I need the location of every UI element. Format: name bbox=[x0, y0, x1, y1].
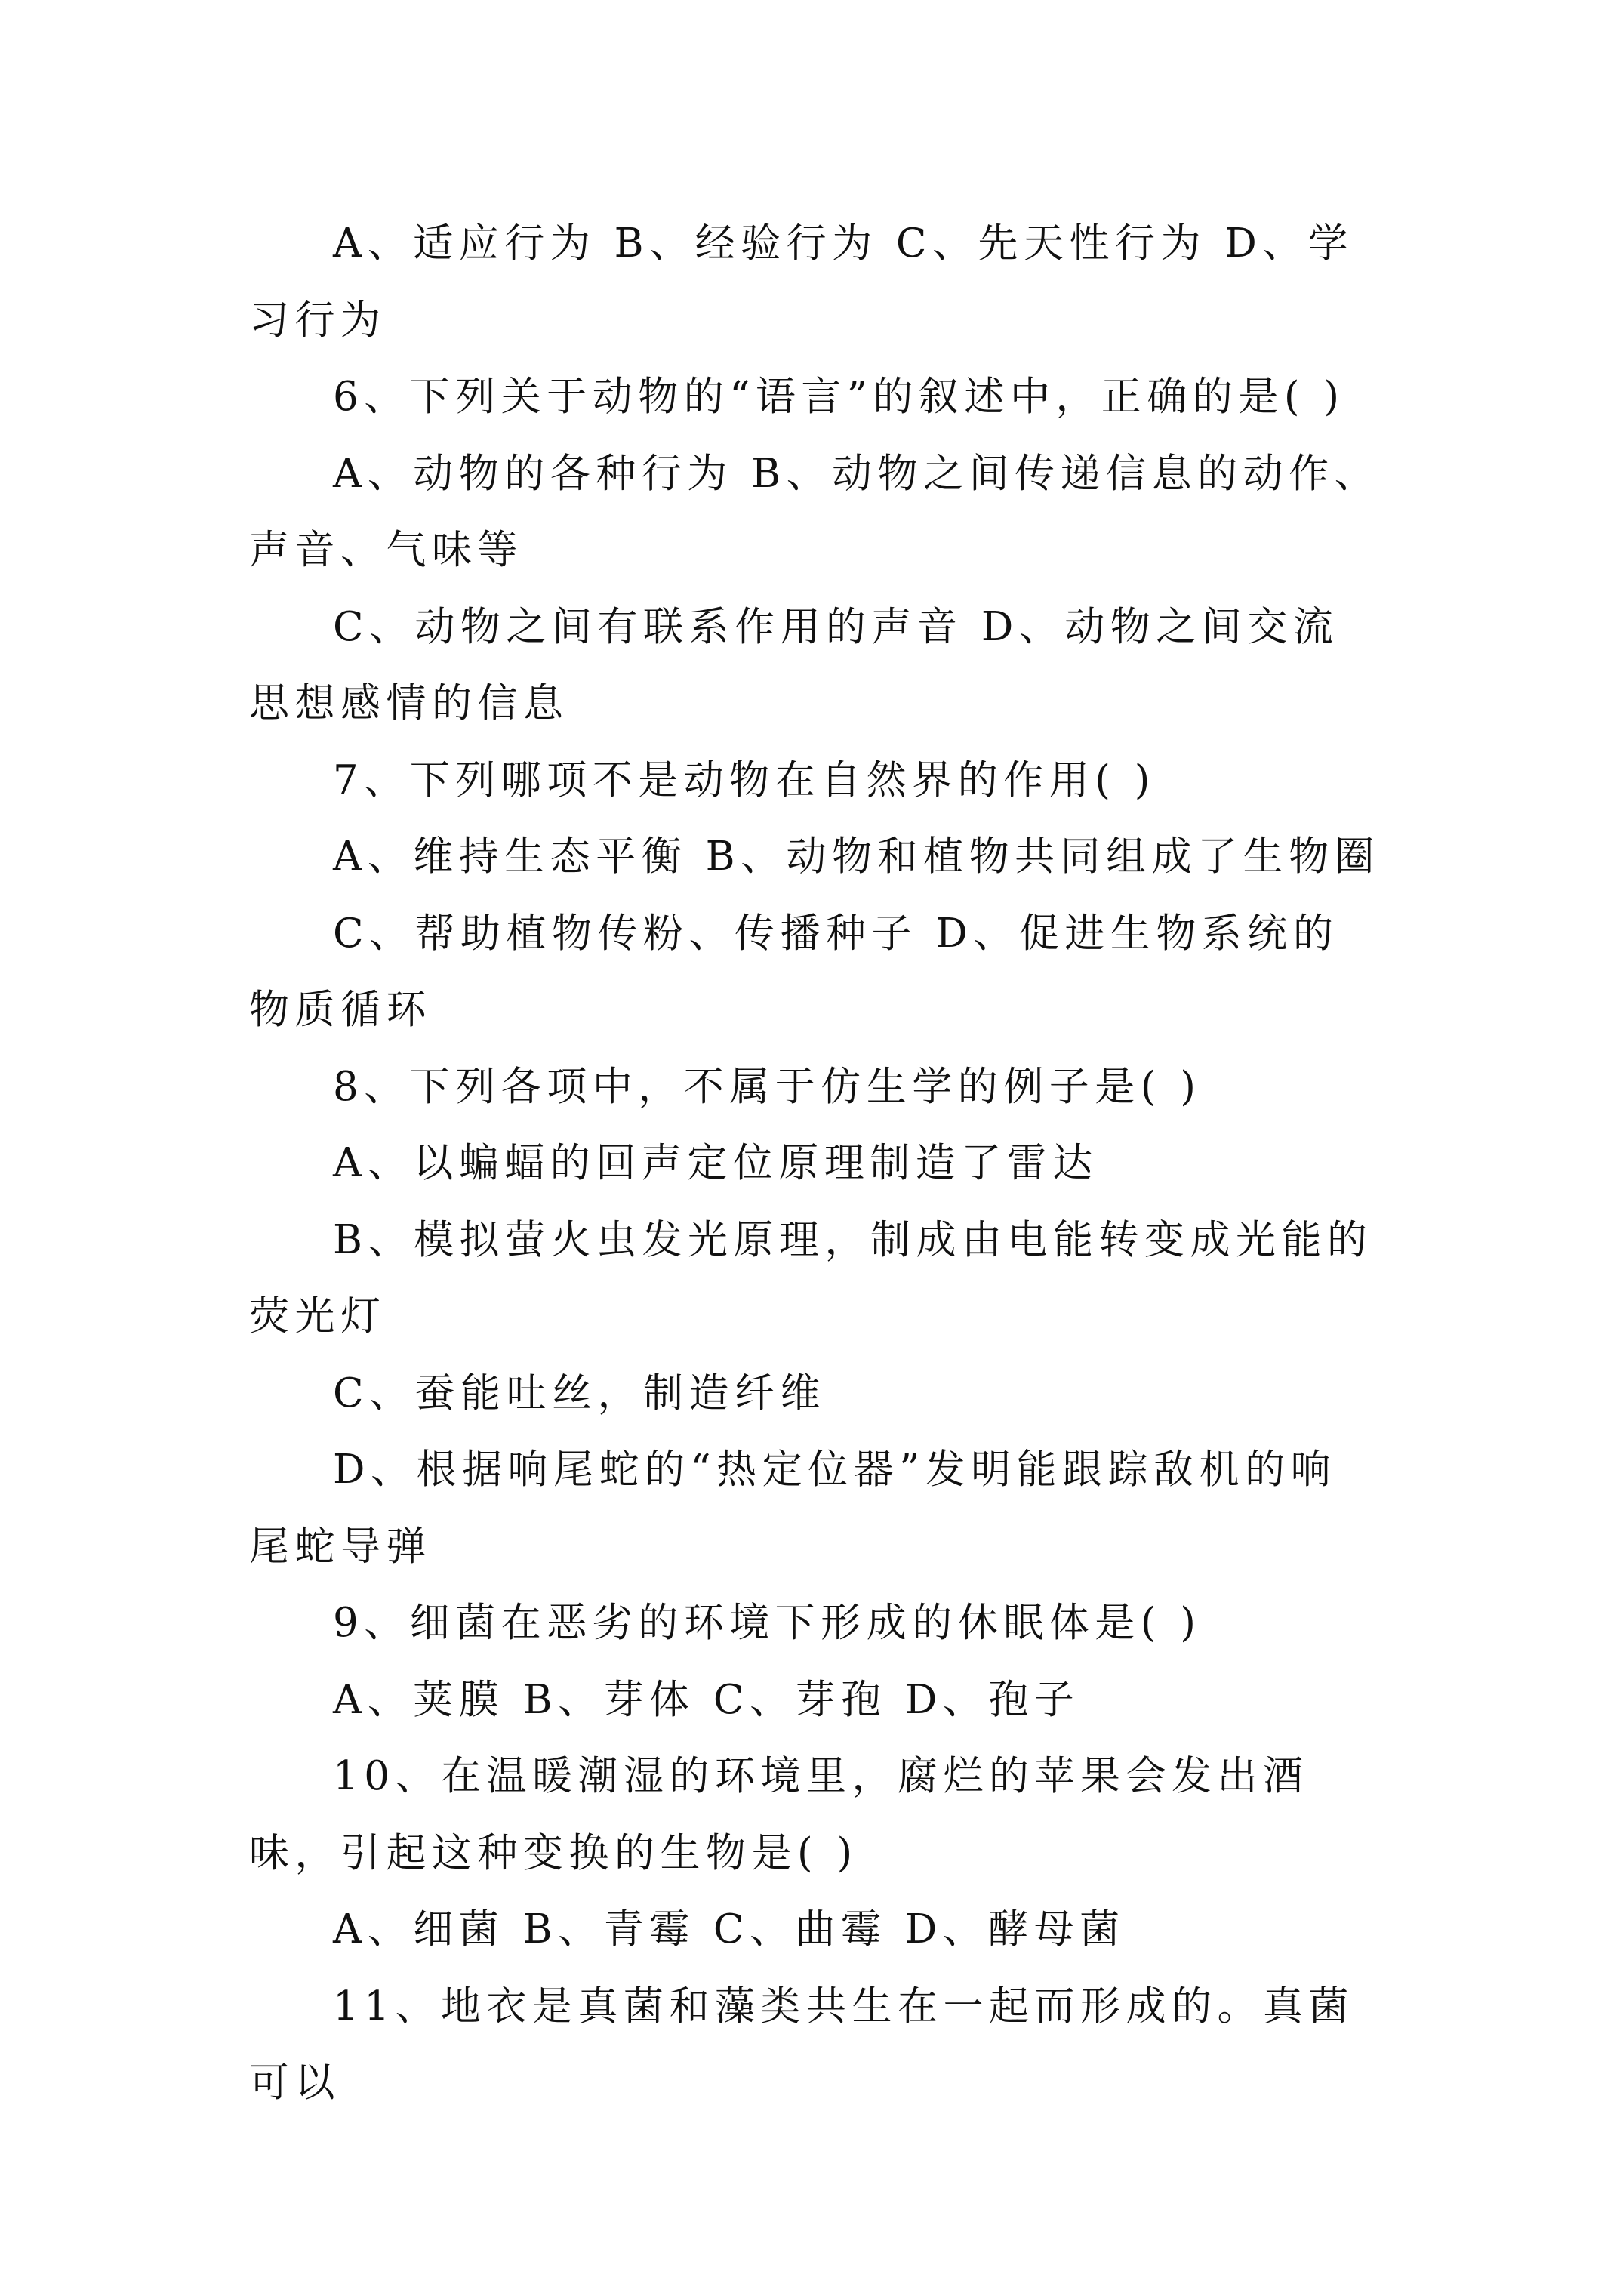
question-8-option-c: C、蚕能吐丝，制造纤维 bbox=[333, 1370, 827, 1416]
question-11: 11、地衣是真菌和藻类共生在一起而形成的。真菌可以 bbox=[249, 1983, 1354, 2106]
question-6-options-cd: C、动物之间有联系作用的声音 D、动物之间交流思想感情的信息 bbox=[249, 603, 1339, 726]
question-9: 9、细菌在恶劣的环境下形成的休眠体是( ) bbox=[333, 1600, 1202, 1646]
question-5-options: A、适应行为 B、经验行为 C、先天性行为 D、学习行为 bbox=[249, 220, 1354, 344]
document-body bbox=[249, 205, 1381, 2122]
question-6: 6、下列关于动物的“语言”的叙述中，正确的是( ) bbox=[333, 374, 1345, 420]
question-8-option-b: B、模拟萤火虫发光原理，制成由电能转变成光能的荧光灯 bbox=[249, 1216, 1373, 1339]
question-10: 10、在温暖潮湿的环境里，腐烂的苹果会发出酒味，引起这种变换的生物是( ) bbox=[249, 1753, 1309, 1876]
question-7-options-cd: C、帮助植物传粉、传播种子 D、促进生物系统的物质循环 bbox=[249, 910, 1339, 1033]
question-6-options-ab: A、动物的各种行为 B、动物之间传递信息的动作、声音、气味等 bbox=[249, 450, 1381, 573]
question-7: 7、下列哪项不是动物在自然界的作用( ) bbox=[333, 757, 1156, 803]
question-8-option-d: D、根据响尾蛇的“热定位器”发明能跟踪敌机的响尾蛇导弹 bbox=[249, 1447, 1337, 1570]
question-8-option-a: A、以蝙蝠的回声定位原理制造了雷达 bbox=[333, 1140, 1098, 1186]
question-8: 8、下列各项中，不属于仿生学的例子是( ) bbox=[333, 1063, 1202, 1110]
question-9-options: A、荚膜 B、芽体 C、芽孢 D、孢子 bbox=[333, 1676, 1080, 1723]
question-7-options-ab: A、维持生态平衡 B、动物和植物共同组成了生物圈 bbox=[333, 834, 1381, 880]
question-10-options: A、细菌 B、青霉 C、曲霉 D、酵母菌 bbox=[333, 1906, 1126, 1952]
